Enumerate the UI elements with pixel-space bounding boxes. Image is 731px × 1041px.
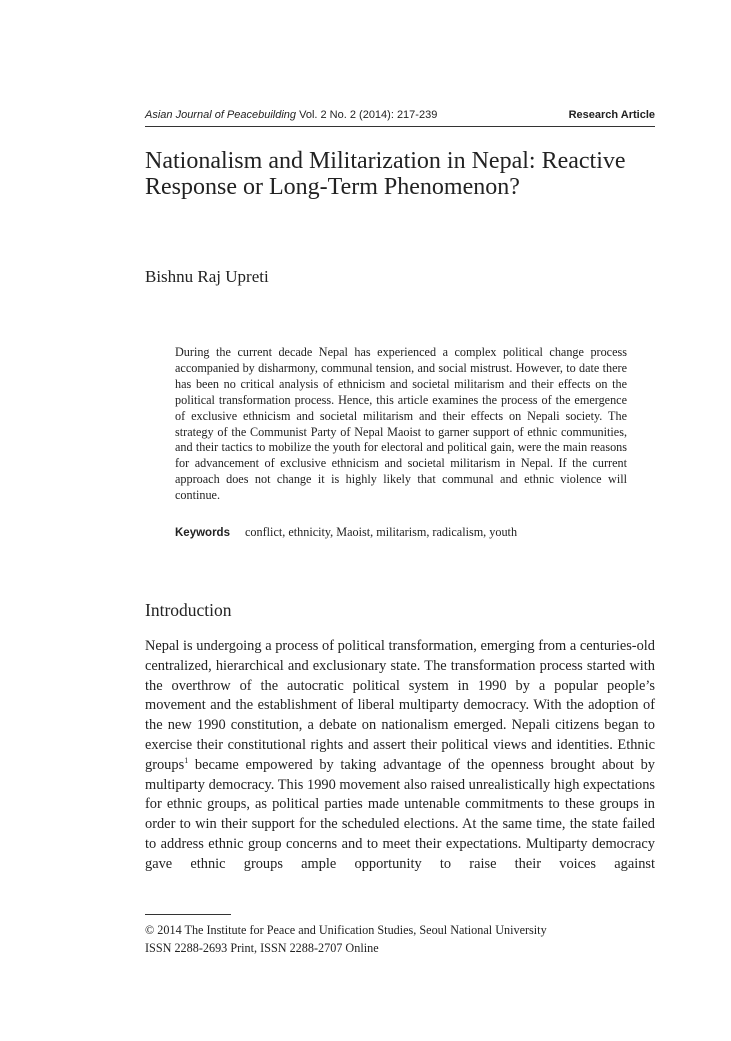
- introduction-paragraph: [145, 637, 655, 875]
- author-name: Bishnu Raj Upreti: [145, 267, 269, 286]
- abstract: During the current decade Nepal has experienced a complex political change process accompanied by disharmony, communal tension, and social mistrust. However, to date there has been no critical analysis of ethnicism and societal militarism and their effects on the political transformation process. Hence, this article examines the process of the emergence of exclusive ethnicism and societal militarism and their effects on Nepali society. The strategy of the Communist Party of Nepal Maoist to garner support of ethnic communities, and their tactics to mobilize the youth for electoral and political gain, were the main reasons for advancement of exclusive ethnicism and societal militarism in Nepal. If the current approach does not change it is highly likely that communal and ethnic violence will continue.: [175, 345, 627, 503]
- running-head: [145, 108, 655, 126]
- volume-issue-pages: Vol. 2 No. 2 (2014): 217-239: [299, 109, 438, 121]
- introduction-text-part2: became empowered by taking advantage of the openness brought about by multiparty democracy. This 1990 movement also raised unrealistically high expectations for ethnic groups, as political parties made untenable commitments to these groups in order to win their support for the scheduled elections. At the same time, the state failed to address ethnic group concerns and to meet their expectations. Multiparty democracy gave ethnic groups ample opportunity to raise their voices against: [145, 756, 655, 872]
- issn-line: ISSN 2288-2693 Print, ISSN 2288-2707 Online: [145, 941, 379, 955]
- copyright-line: © 2014 The Institute for Peace and Unification Studies, Seoul National University: [145, 923, 547, 937]
- page-footer: [145, 921, 645, 957]
- keywords-list: conflict, ethnicity, Maoist, militarism, radicalism, youth: [245, 525, 518, 539]
- journal-citation: [145, 108, 437, 122]
- keywords: [175, 524, 635, 541]
- section-heading-introduction: Introduction: [145, 600, 232, 620]
- footnote-marker[interactable]: 1: [184, 755, 189, 765]
- header-rule: [145, 126, 655, 127]
- journal-name: Asian Journal of Peacebuilding: [145, 109, 297, 121]
- footnote-rule: [145, 914, 231, 915]
- keywords-label: Keywords: [175, 527, 230, 539]
- article-type: Research Article: [568, 109, 655, 121]
- introduction-text-part1: Nepal is undergoing a process of political transformation, emerging from a centuries-old centralized, hierarchical and exclusionary state. The transformation process started with the overthrow of the autocratic political system in 1990 by a popular people’s movement and the establishment of liberal multiparty democracy. With the adoption of the new 1990 constitution, a debate on nationalism emerged. Nepali citizens began to exercise their constitutional rights and assert their political views and identities. Ethnic groups: [145, 638, 655, 773]
- article-title: Nationalism and Militarization in Nepal: Reactive Response or Long-Term Phenomenon?: [145, 148, 626, 200]
